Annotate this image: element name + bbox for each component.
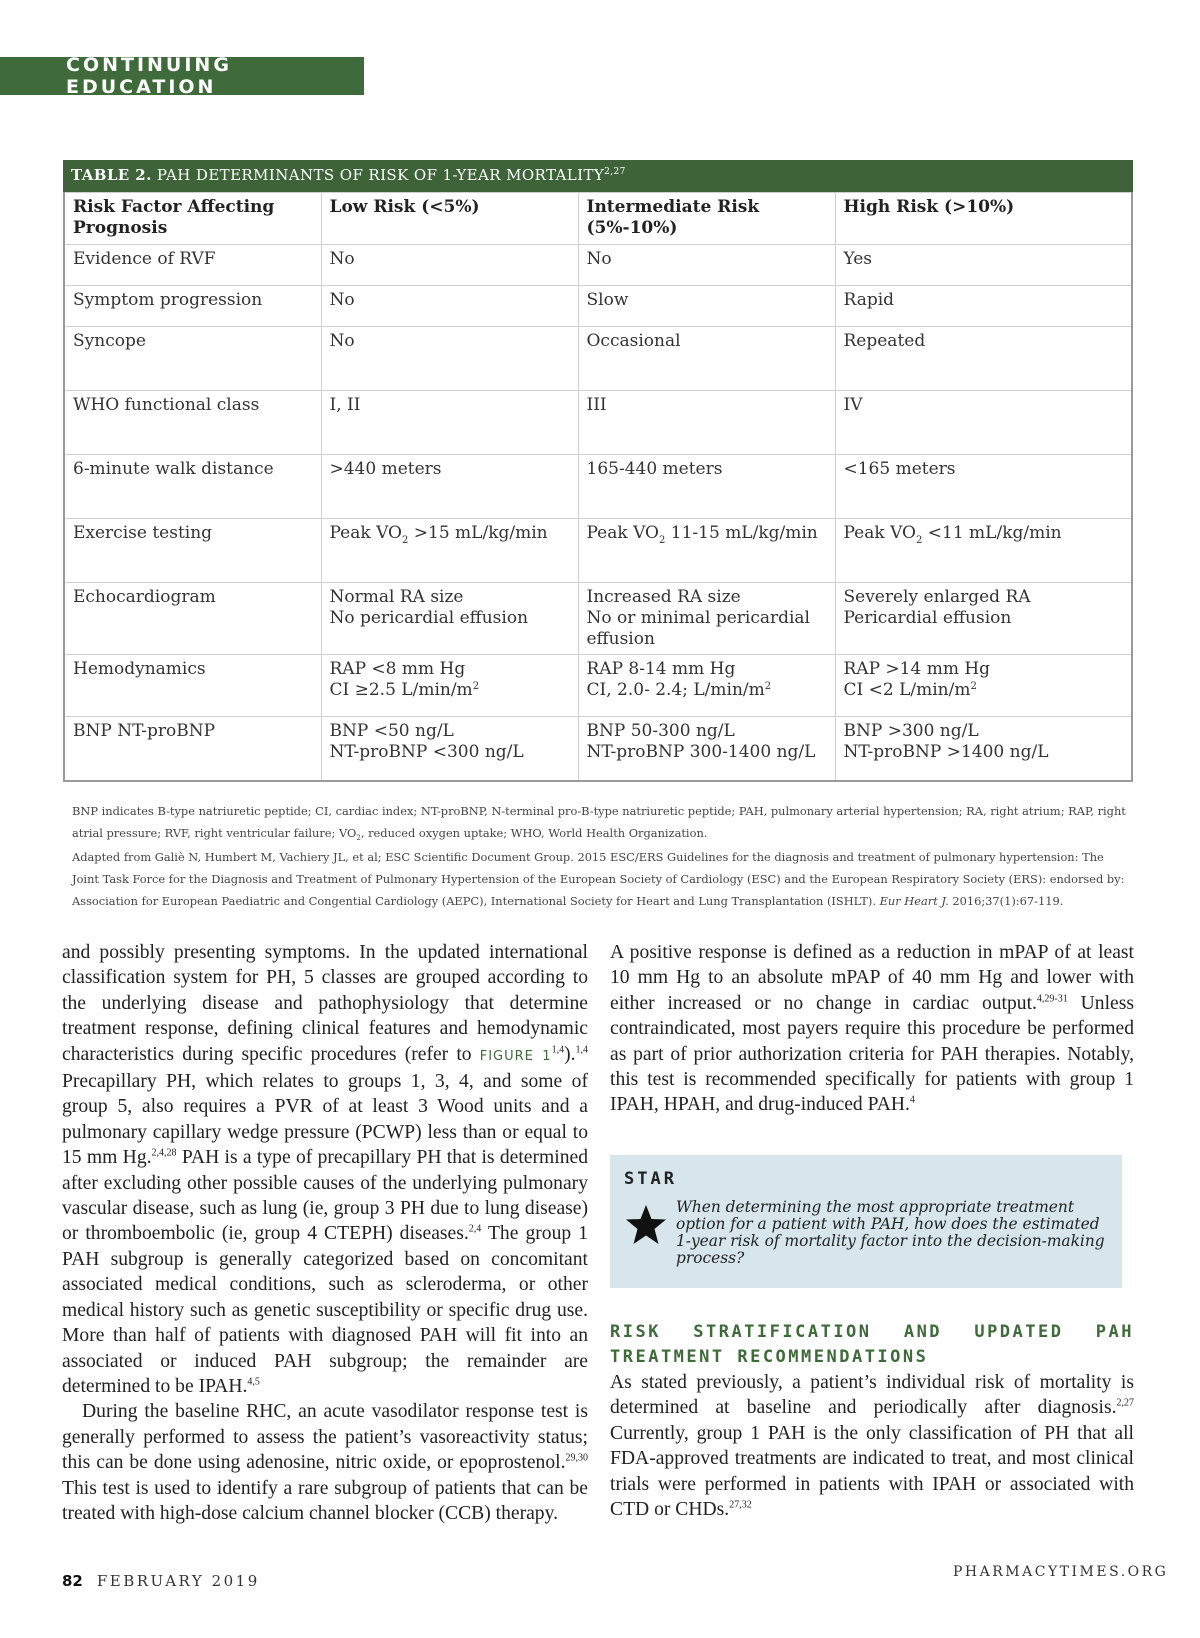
cell-line: Increased RA size — [586, 587, 741, 607]
citation-superscript: 1,4 — [575, 1044, 588, 1056]
star-question: When determining the most appropriate treatment option for a patient with PAH, how does the estimated 1-year risk of mortality factor into the decision-making process? — [676, 1198, 1105, 1267]
citation-superscript: 4,5 — [247, 1376, 260, 1388]
row-factor: Exercise testing — [64, 519, 321, 583]
footnote-source — [72, 846, 1132, 912]
cell-line — [844, 680, 1124, 703]
row-high: Rapid — [835, 286, 1132, 327]
citation-superscript: 29,30 — [565, 1452, 588, 1464]
cell-line: RAP <8 mm Hg — [329, 659, 466, 679]
row-high — [835, 583, 1132, 655]
row-intermediate — [578, 519, 835, 583]
row-intermediate — [578, 655, 835, 717]
star-label: STAR — [624, 1169, 677, 1189]
left-column — [62, 940, 588, 1526]
page-number: 82 — [62, 1572, 83, 1590]
table-row-echo — [64, 583, 1132, 655]
row-intermediate — [578, 583, 835, 655]
citation-superscript: 4,29-31 — [1036, 993, 1068, 1005]
table-label: TABLE 2. — [71, 166, 152, 184]
table-row — [64, 455, 1132, 519]
table-row-exercise — [64, 519, 1132, 583]
row-factor: Echocardiogram — [64, 583, 321, 655]
table-title — [63, 160, 1133, 192]
row-intermediate: No — [578, 245, 835, 286]
superscript: 2 — [764, 681, 772, 692]
body-paragraph — [62, 940, 588, 1399]
text-run: During the baseline RHC, an acute vasodilator response test is generally performed to assess the patient’s vasoreactivity status; this can be done using adenosine, nitric oxide, or epoprostenol. — [62, 1401, 588, 1474]
footnote-journal: Eur Heart J. — [879, 894, 949, 908]
vo2-label: Peak VO — [843, 523, 916, 543]
text-run: Currently, group 1 PAH is the only classification of PH that all FDA-approved treatments are indicated to treat, and most clinical trials were performed in patients with IPAH or associated with CTD or CHDs. — [610, 1422, 1134, 1521]
table-row-bnp — [64, 717, 1132, 781]
vo2-low-value: >15 mL/kg/min — [408, 523, 548, 543]
row-low: I, II — [321, 391, 578, 455]
row-factor: WHO functional class — [64, 391, 321, 455]
vo2-subscript: 2 — [659, 535, 666, 546]
row-high — [835, 655, 1132, 717]
risk-table — [63, 160, 1133, 782]
superscript: 2 — [970, 681, 977, 692]
header-high-risk: High Risk (>10%) — [835, 193, 1132, 245]
row-intermediate — [578, 717, 835, 781]
superscript: 2 — [472, 681, 480, 692]
citation-superscript: 2,4 — [468, 1223, 482, 1235]
vo2-label: Peak VO — [329, 523, 402, 543]
cell-line: No pericardial effusion — [329, 608, 529, 628]
cell-line: Pericardial effusion — [843, 608, 1012, 628]
cell-line: BNP <50 ng/L — [329, 721, 454, 741]
header-risk-factor: Risk Factor Affecting Prognosis — [64, 193, 321, 245]
footnote-abbr-text-end: , reduced oxygen uptake; WHO, World Health Organization. — [360, 826, 708, 840]
row-low — [321, 519, 578, 583]
ci-value: CI, 2.0- 2.4; L/min/m — [586, 680, 765, 700]
citation-superscript: 2,4,28 — [151, 1147, 177, 1159]
row-high: Repeated — [835, 327, 1132, 391]
row-low: No — [321, 245, 578, 286]
row-high: <165 meters — [835, 455, 1132, 519]
row-high: IV — [835, 391, 1132, 455]
citation-superscript: 2,27 — [1116, 1397, 1134, 1409]
section-banner — [0, 54, 364, 98]
text-run: Unless contraindicated, most payers require this procedure be performed as part of prior authorization criteria for PAH therapies. Notably, this test is recommended specifically for patients with group 1 IPAH, HPAH, and drug-induced PAH. — [610, 992, 1134, 1116]
citation-superscript: 27,32 — [729, 1499, 752, 1511]
row-intermediate: III — [578, 391, 835, 455]
cell-line: RAP 8-14 mm Hg — [586, 659, 736, 679]
row-factor: Hemodynamics — [64, 655, 321, 717]
table-header-row — [64, 193, 1132, 245]
table-row — [64, 391, 1132, 455]
cell-line: Normal RA size — [329, 587, 464, 607]
text-run: The group 1 PAH subgroup is generally categorized based on concomitant associated medical conditions, such as scleroderma, or other medical history such as genetic susceptibility or specific drug use. More than half of patients with diagnosed PAH will fit into an associated or induced PAH subgroup; the remainder are determined to be IPAH. — [62, 1223, 588, 1397]
cell-line: NT-proBNP >1400 ng/L — [843, 742, 1049, 762]
table-row — [64, 286, 1132, 327]
section-banner-label: CONTINUING EDUCATION — [66, 54, 232, 98]
row-high: Yes — [835, 245, 1132, 286]
citation-superscript: 4 — [909, 1094, 915, 1106]
cell-line: BNP 50-300 ng/L — [586, 721, 735, 741]
text-run: and possibly presenting symptoms. In the updated international classification system for PH, 5 classes are grouped according to the underlying disease and pathophysiology that determine treatment response, defining clinical features and hemodynamic characteristics during specific procedures (refer to — [62, 942, 588, 1065]
row-intermediate: Occasional — [578, 327, 835, 391]
footnote-citation: 2016;37(1):67-119. — [948, 894, 1064, 908]
cell-line: BNP >300 ng/L — [843, 721, 979, 741]
footnote-source-text: Adapted from Galiè N, Humbert M, Vachiery JL, et al; ESC Scientific Document Group. 2015 ESC/ERS Guidelines for the diagnosis and treatment of pulmonary hypertension: The Joint Task Force for the Diagnosis and Treatment of Pulmonary Hypertension of the European Society of Cardiology (ESC) and the European Respiratory Society (ERS): endorsed by: Association for European Paediatric and Congential Cardiology (AEPC), International Society for Heart and Lung Transplantation (ISHLT). — [72, 850, 1125, 908]
star-callout — [610, 1155, 1122, 1288]
row-low — [321, 717, 578, 781]
cell-line: NT-proBNP 300-1400 ng/L — [586, 742, 816, 762]
cell-line: Severely enlarged RA — [843, 587, 1031, 607]
table-row — [64, 245, 1132, 286]
right-column — [610, 940, 1134, 1118]
row-low: No — [321, 286, 578, 327]
text-run: A positive response is defined as a reduction in mPAP of at least 10 mm Hg to an absolute mPAP of 40 mm Hg and lower with either increased or no change in cardiac output. — [610, 942, 1134, 1014]
row-low: >440 meters — [321, 455, 578, 519]
issue-date: FEBRUARY 2019 — [96, 1572, 260, 1590]
text-run: Precapillary PH, which relates to groups 1, 3, 4, and some of group 5, also requires a PVR of at least 3 Wood units and a pulmonary capillary wedge pressure (PCWP) less than or equal to 15 mm Hg. — [62, 1071, 588, 1169]
vo2-high-value: <11 mL/kg/min — [922, 523, 1062, 543]
cell-line: No or minimal pericardial effusion — [586, 608, 810, 649]
table-footnote — [72, 800, 1132, 912]
row-factor: 6-minute walk distance — [64, 455, 321, 519]
row-high — [835, 717, 1132, 781]
row-factor: Symptom progression — [64, 286, 321, 327]
body-paragraph — [610, 1370, 1134, 1522]
footnote-subscript: 2 — [356, 834, 361, 842]
text-run: ). — [564, 1043, 576, 1065]
ci-value: CI <2 L/min/m — [843, 680, 971, 700]
page-footer-left — [62, 1572, 260, 1590]
table-row — [64, 327, 1132, 391]
ci-value: CI ≥2.5 L/min/m — [329, 680, 473, 700]
row-high — [835, 519, 1132, 583]
row-factor: Syncope — [64, 327, 321, 391]
table-title-text: PAH DETERMINANTS OF RISK OF 1-YEAR MORTALITY — [156, 166, 605, 184]
row-factor: BNP NT-proBNP — [64, 717, 321, 781]
site-url: PHARMACYTIMES.ORG — [953, 1564, 1169, 1580]
row-factor: Evidence of RVF — [64, 245, 321, 286]
cell-line: NT-proBNP <300 ng/L — [329, 742, 524, 762]
footnote-abbreviations — [72, 800, 1132, 846]
header-intermediate-risk: Intermediate Risk (5%-10%) — [578, 193, 835, 245]
table-body — [63, 192, 1133, 782]
section-heading: RISK STRATIFICATION AND UPDATED PAH TREATMENT RECOMMENDATIONS — [610, 1322, 1134, 1367]
footnote-abbr-text: BNP indicates B-type natriuretic peptide; CI, cardiac index; NT-proBNP, N-terminal pro-B-type natriuretic peptide; PAH, pulmonary arterial hypertension; RA, right atrium; RAP, right atrial pressure; RVF, right ventricular failure; VO — [72, 804, 1126, 840]
row-low — [321, 583, 578, 655]
row-intermediate: Slow — [578, 286, 835, 327]
star-content — [624, 1199, 1108, 1267]
vo2-subscript: 2 — [402, 535, 409, 546]
vo2-subscript: 2 — [916, 535, 923, 546]
text-run: PAH is a type of precapillary PH that is determined after excluding other possible causes of the underlying pulmonary vascular disease, such as lung (ie, group 3 PH due to lung disease) or thromboembolic (ie, group 4 CTEPH) diseases. — [62, 1147, 588, 1245]
vo2-label: Peak VO — [586, 523, 659, 543]
row-intermediate: 165-440 meters — [578, 455, 835, 519]
row-low: No — [321, 327, 578, 391]
body-paragraph — [610, 940, 1134, 1118]
right-column-lower — [610, 1320, 1134, 1522]
cell-line — [330, 680, 570, 703]
table-row-hemodynamics — [64, 655, 1132, 717]
cell-line — [587, 680, 827, 703]
star-icon — [624, 1203, 668, 1247]
figure-reference: FIGURE 1 — [479, 1048, 552, 1064]
header-low-risk: Low Risk (<5%) — [321, 193, 578, 245]
citation-superscript: 1,4 — [551, 1044, 565, 1056]
table-title-ref: 2,27 — [604, 167, 626, 177]
text-run: As stated previously, a patient’s individual risk of mortality is determined at baseline and periodically after diagnosis. — [610, 1372, 1134, 1419]
row-low — [321, 655, 578, 717]
body-paragraph — [62, 1399, 588, 1526]
cell-line: RAP >14 mm Hg — [843, 659, 991, 679]
vo2-mid-value: 11-15 mL/kg/min — [665, 523, 818, 543]
text-run: This test is used to identify a rare subgroup of patients that can be treated with high-dose calcium channel blocker (CCB) therapy. — [62, 1477, 588, 1524]
